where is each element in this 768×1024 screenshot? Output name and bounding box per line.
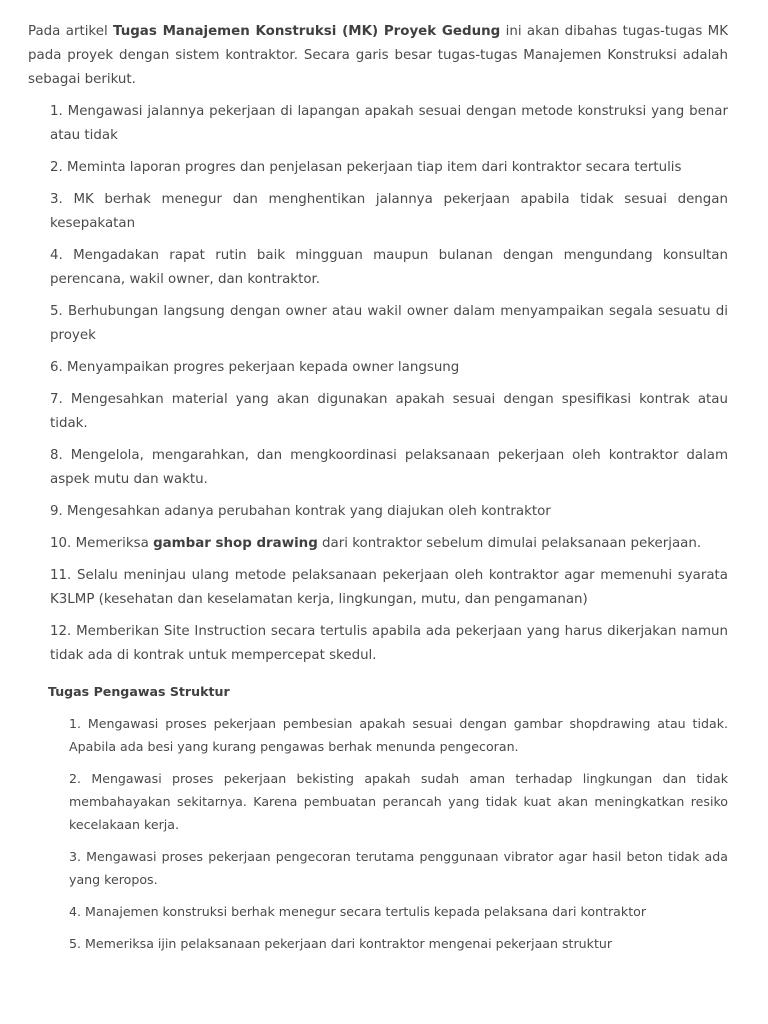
- list-item-text: Mengawasi jalannya pekerjaan di lapangan apakah sesuai dengan metode konstruksi yang benar atau tidak: [50, 104, 728, 143]
- list-item: [50, 188, 728, 236]
- list-item: [50, 156, 728, 180]
- list-item-text: Meminta laporan progres dan penjelasan pekerjaan tiap item dari kontraktor secara tertulis: [67, 160, 682, 175]
- list-item-text: Memeriksa ijin pelaksanaan pekerjaan dari kontraktor mengenai pekerjaan struktur: [85, 936, 613, 951]
- list-item-number: 4.: [69, 904, 86, 919]
- list-item-number: 3.: [50, 192, 74, 207]
- section-heading-struktur: Tugas Pengawas Struktur: [48, 684, 230, 699]
- list-item-number: 12.: [50, 624, 77, 639]
- intro-text-post: ini akan dibahas tugas-tugas MK pada proyek dengan sistem kontraktor. Secara garis besar tugas-tugas Manajemen Konstruksi adalah sebagai berikut.: [28, 24, 728, 87]
- shop-drawing-bold: gambar shop drawing: [153, 536, 318, 551]
- list-item: [50, 356, 728, 380]
- list-item-number: 6.: [50, 360, 68, 375]
- list-item: [50, 620, 728, 668]
- intro-text-pre: Pada artikel: [28, 24, 114, 39]
- list-item: [69, 767, 728, 836]
- list-item-text: Mengadakan rapat rutin baik mingguan maupun bulanan dengan mengundang konsultan perencana, wakil owner, dan kontraktor.: [50, 248, 728, 287]
- list-item-text: Menyampaikan progres pekerjaan kepada owner langsung: [67, 360, 460, 375]
- list-item: [50, 444, 728, 492]
- list-item: [50, 300, 728, 348]
- list-item-text: Mengesahkan adanya perubahan kontrak yang diajukan oleh kontraktor: [67, 504, 551, 519]
- list-item: [69, 900, 728, 923]
- list-item-number: 2.: [50, 160, 68, 175]
- list-item-number: 2.: [69, 771, 92, 786]
- list-item: [69, 845, 728, 891]
- list-item-number: 9.: [50, 504, 68, 519]
- list-item: [50, 100, 728, 148]
- list-item-number: 11.: [50, 568, 77, 583]
- list-item-number: 7.: [50, 392, 71, 407]
- list-item: [69, 932, 728, 955]
- list-item-text: Mengawasi proses pekerjaan pengecoran terutama penggunaan vibrator agar hasil beton tidak ada yang keropos.: [69, 849, 728, 887]
- list-item-text: Selalu meninjau ulang metode pelaksanaan pekerjaan oleh kontraktor agar memenuhi syarata K3LMP (kesehatan dan keselamatan kerja, lingkungan, mutu, dan pengamanan): [50, 568, 728, 607]
- list-item: [50, 532, 728, 556]
- list-item-number: 5.: [69, 936, 86, 951]
- list-item-text: Mengawasi proses pekerjaan bekisting apakah sudah aman terhadap lingkungan dan tidak membahayakan sekitarnya. Karena pembuatan perancah yang tidak kuat akan meningkatkan resiko kecelakaan kerja.: [69, 771, 728, 832]
- list-item-text: Berhubungan langsung dengan owner atau wakil owner dalam menyampaikan segala sesuatu di proyek: [50, 304, 728, 343]
- list-item-text-pre: Memeriksa: [75, 536, 154, 551]
- list-item: [50, 388, 728, 436]
- list-item-number: 10.: [50, 536, 76, 551]
- list-item: [50, 564, 728, 612]
- list-item-number: 3.: [69, 849, 87, 864]
- list-item: [50, 244, 728, 292]
- intro-bold-title: Tugas Manajemen Konstruksi (MK) Proyek Gedung: [113, 24, 501, 39]
- list-item-text: Mengesahkan material yang akan digunakan apakah sesuai dengan spesifikasi kontrak atau tidak.: [50, 392, 728, 431]
- list-item-number: 1.: [50, 104, 68, 119]
- intro-paragraph: [28, 20, 728, 92]
- mk-duties-list: [28, 100, 728, 668]
- list-item-number: 8.: [50, 448, 71, 463]
- list-item-number: 5.: [50, 304, 68, 319]
- list-item-number: 1.: [69, 716, 88, 731]
- list-item-text: Manajemen konstruksi berhak menegur secara tertulis kepada pelaksana dari kontraktor: [85, 904, 647, 919]
- list-item-text: MK berhak menegur dan menghentikan jalannya pekerjaan apabila tidak sesuai dengan kesepakatan: [50, 192, 728, 231]
- list-item: [50, 500, 728, 524]
- list-item-text: Mengawasi proses pekerjaan pembesian apakah sesuai dengan gambar shopdrawing atau tidak. Apabila ada besi yang kurang pengawas berhak menunda pengecoran.: [69, 716, 728, 754]
- list-item-number: 4.: [50, 248, 74, 263]
- list-item-text: Mengelola, mengarahkan, dan mengkoordinasi pelaksanaan pekerjaan oleh kontraktor dalam aspek mutu dan waktu.: [50, 448, 728, 487]
- list-item-text-post: dari kontraktor sebelum dimulai pelaksanaan pekerjaan.: [317, 536, 702, 551]
- struktur-duties-list: [28, 712, 728, 955]
- list-item-text: Memberikan Site Instruction secara tertulis apabila ada pekerjaan yang harus dikerjakan namun tidak ada di kontrak untuk mempercepat skedul.: [50, 624, 728, 663]
- list-item: [69, 712, 728, 758]
